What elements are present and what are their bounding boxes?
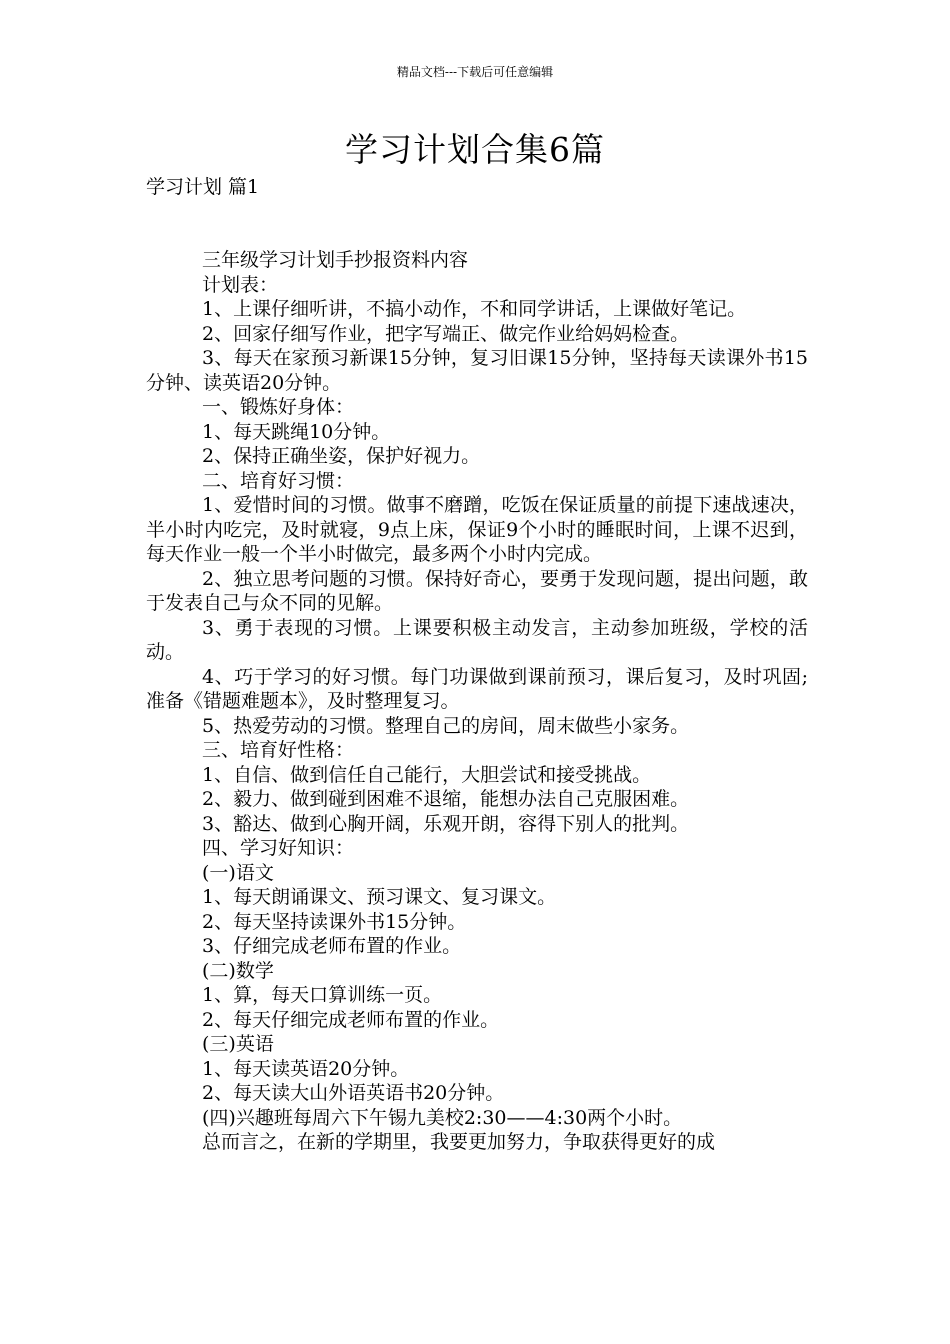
body-paragraph: 2、毅力、做到碰到困难不退缩，能想办法自己克服困难。 — [202, 788, 690, 810]
body-paragraph: 计划表： — [202, 273, 279, 296]
body-paragraph: 2、每天仔细完成老师布置的作业。 — [202, 1008, 500, 1031]
body-paragraph: 1、每天朗诵课文、预习课文、复习课文。 — [202, 886, 557, 908]
body-paragraph: (二)数学 — [202, 959, 274, 982]
body-paragraph: 四、学习好知识： — [202, 837, 355, 859]
body-paragraph: (三)英语 — [202, 1033, 274, 1055]
body-paragraph: (四)兴趣班每周六下午锡九美校2:30——4:30两个小时。 — [202, 1106, 683, 1129]
body-paragraph: 3、勇于表现的习惯。上课要积极主动发言，主动参加班级，学校的活动。 — [146, 616, 808, 663]
body-paragraph: 二、培育好习惯： — [202, 469, 355, 492]
body-paragraph: 2、每天坚持读课外书15分钟。 — [202, 910, 467, 933]
body-paragraph: 3、每天在家预习新课15分钟，复习旧课15分钟，坚持每天读课外书15分钟、读英语20分钟。 — [146, 347, 808, 394]
body-paragraph: 1、每天读英语20分钟。 — [202, 1057, 410, 1080]
body-paragraph: 3、仔细完成老师布置的作业。 — [202, 935, 462, 957]
body-paragraph: 1、算，每天口算训练一页。 — [202, 984, 443, 1006]
body-paragraph: 1、每天跳绳10分钟。 — [202, 420, 391, 443]
document-title: 学习计划合集6篇 — [345, 130, 605, 169]
body-paragraph: 2、每天读大山外语英语书20分钟。 — [202, 1082, 505, 1104]
body-paragraph: 1、自信、做到信任自己能行，大胆尝试和接受挑战。 — [202, 763, 652, 786]
body-paragraph: 三年级学习计划手抄报资料内容 — [202, 249, 469, 271]
body-paragraph: 2、独立思考问题的习惯。保持好奇心，要勇于发现问题，提出问题，敢于发表自己与众不同的见解。 — [146, 567, 808, 614]
section-heading: 学习计划 篇1 — [146, 176, 260, 198]
body-paragraph: 1、上课仔细听讲，不搞小动作，不和同学讲话，上课做好笔记。 — [202, 298, 747, 320]
body-paragraph: 一、锻炼好身体： — [202, 396, 355, 418]
header-note: 精品文档---下载后可任意编辑 — [396, 65, 554, 79]
body-paragraph: 2、保持正确坐姿，保护好视力。 — [202, 445, 481, 467]
body-paragraph: 3、豁达、做到心胸开阔，乐观开朗，容得下别人的批判。 — [202, 812, 690, 835]
document-body — [146, 248, 808, 1155]
body-paragraph: (一)语文 — [202, 861, 274, 884]
body-paragraph: 4、巧于学习的好习惯。每门功课做到课前预习，课后复习，及时巩固;准备《错题难题本》，及时整理复习。 — [146, 665, 808, 712]
body-paragraph: 三、培育好性格： — [202, 739, 355, 761]
body-paragraph: 总而言之，在新的学期里，我要更加努力，争取获得更好的成 — [202, 1131, 716, 1153]
body-paragraph: 5、热爱劳动的习惯。整理自己的房间，周末做些小家务。 — [202, 714, 690, 737]
body-paragraph: 1、爱惜时间的习惯。做事不磨蹭，吃饭在保证质量的前提下速战速决，半小时内吃完，及时就寝，9点上床，保证9个小时的睡眠时间，上课不迟到，每天作业一般一个半小时做完，最多两个小时内完成。 — [146, 494, 808, 565]
body-paragraph: 2、回家仔细写作业，把字写端正、做完作业给妈妈检查。 — [202, 322, 690, 345]
